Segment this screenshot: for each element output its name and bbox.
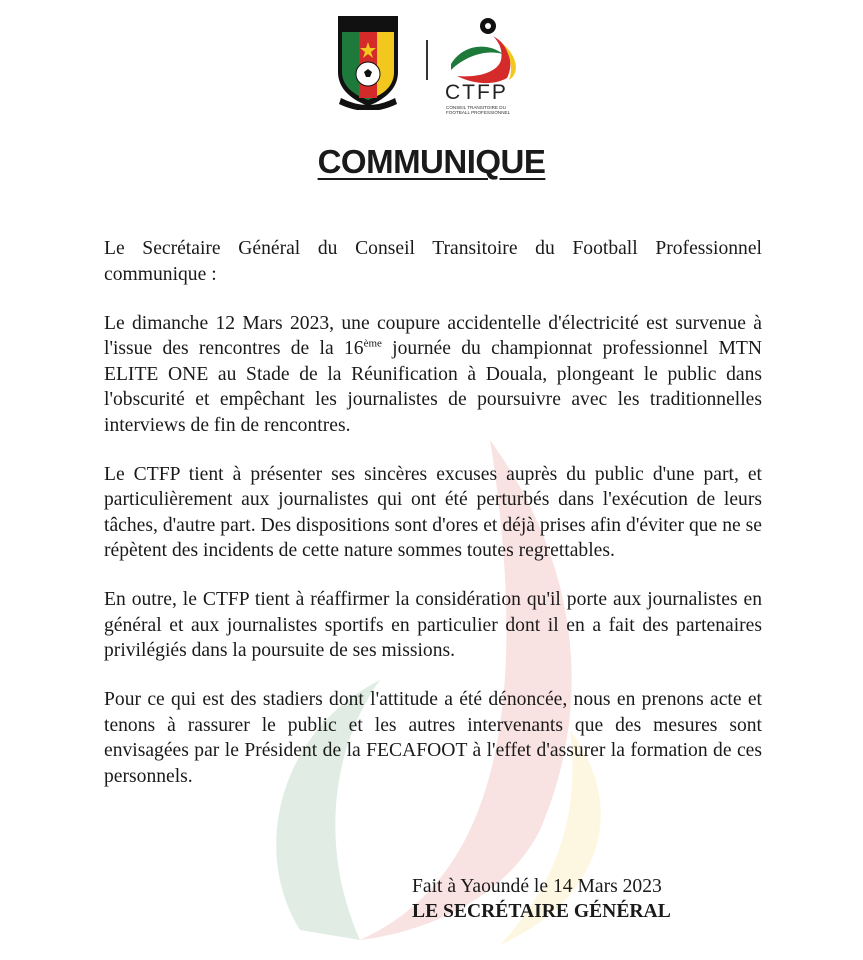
signature-block	[412, 874, 671, 924]
paragraph-journalists: En outre, le CTFP tient à réaffirmer la considération qu'il porte aux journalistes en général et aux journalistes sportifs en particulier dont il en a fait des partenaires privilégiés dans la poursuite de ses missions.	[104, 589, 762, 661]
ctfp-subtitle-line1: CONSEIL TRANSITOIRE DU	[446, 105, 506, 110]
header-logos	[335, 8, 525, 120]
page-title	[0, 143, 863, 181]
ctfp-acronym: CTFP	[445, 81, 508, 104]
place-date: Fait à Yaoundé le 14 Mars 2023	[412, 876, 662, 897]
ordinal-suffix: ème	[363, 337, 382, 350]
paragraph-intro: Le Secrétaire Général du Conseil Transitoire du Football Professionnel communique :	[104, 238, 762, 285]
ctfp-subtitle	[446, 105, 526, 115]
paragraph-stadiers: Pour ce qui est des stadiers dont l'attitude a été dénoncée, nous en prenons acte et tenons à rassurer le public et les autres intervenants que des mesures sont envisagées par le Président de la FECAFOOT à l'effet d'assurer la formation de ces personnels.	[104, 689, 762, 787]
signatory-title: LE SECRÉTAIRE GÉNÉRAL	[412, 901, 671, 922]
paragraph-incident-part2: journée du championnat professionnel MTN ELITE ONE au Stade de la Réunification à Douala, plongeant le public dans l'obscurité et empêchant les journalistes de poursuivre avec les traditionnelles interviews de fin de rencontres.	[104, 338, 762, 436]
logo-separator	[426, 40, 428, 80]
ctfp-subtitle-line2: FOOTBALL PROFESSIONNEL	[446, 110, 511, 115]
communique-body	[104, 236, 762, 813]
fecafoot-crest-logo	[335, 14, 401, 110]
title-text: COMMUNIQUE	[317, 143, 546, 180]
paragraph-incident-part1: Le dimanche 12 Mars 2023, une coupure accidentelle d'électricité est survenue à l'issue des rencontres de la 16	[104, 312, 762, 359]
paragraph-incident	[104, 311, 762, 439]
paragraph-apology: Le CTFP tient à présenter ses sincères excuses auprès du public d'une part, et particulièrement aux journalistes qui ont été perturbés dans l'exécution de leurs tâches, d'autre part. Des dispositions sont d'ores et déjà prises afin d'éviter que ne se répètent des incidents de cette nature sommes toutes regrettables.	[104, 463, 762, 561]
